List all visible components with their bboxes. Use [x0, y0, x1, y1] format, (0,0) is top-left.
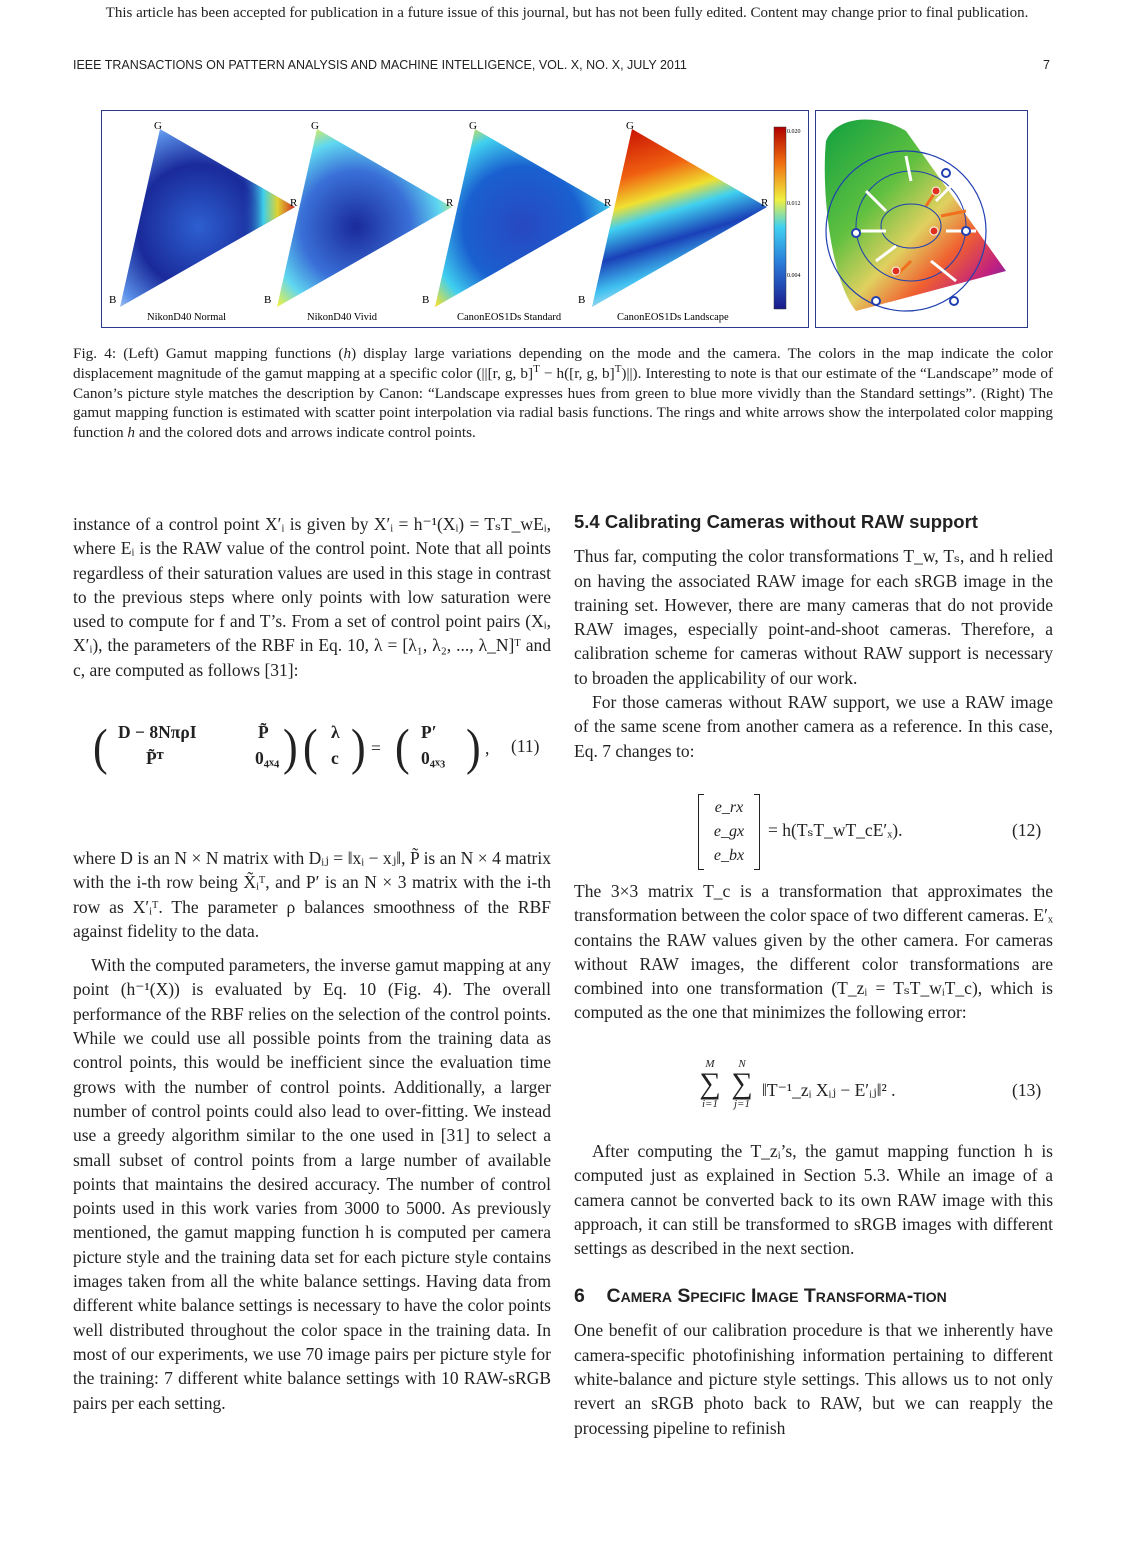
eq13-sum2-bot: j=1 [734, 1098, 750, 1110]
panel-label-1: NikonD40 Normal [147, 312, 227, 323]
left-para-2: where D is an N × N matrix with Dᵢⱼ = ‖xᵢ − xⱼ‖, P̃ is an N × 4 matrix with the i-th row being X̃ᵢᵀ, and P′ is an N × 3 matrix with the i-th row as X′ᵢᵀ. The parameter ρ balances smoothness of the RBF against fidelity to the data. [73, 848, 551, 941]
running-header: IEEE TRANSACTIONS ON PATTERN ANALYSIS AND MACHINE INTELLIGENCE, VOL. X, NO. X, JULY 2011 [73, 58, 687, 72]
equation-12 [574, 794, 1054, 872]
eq12-number: (12) [1012, 820, 1042, 840]
right-column-middle [574, 879, 1053, 1025]
eq11-m22: 0₄ₓ₄ [255, 748, 280, 768]
eq11-v2: c [331, 748, 339, 768]
right-para-3: The 3×3 matrix T_c is a transformation that approximates the transformation between the color space of two different cameras. E′ₓ contains the RAW values given by the other camera. For cameras without RAW images, the different color transformations are combined into one transformation (T_zᵢ = TₛT_wᵢT_c), which is computed as the one that minimizes the following error: [574, 881, 1053, 1023]
gamut-maps-svg [102, 111, 808, 327]
left-para-1: instance of a control point X′ᵢ is given by X′ᵢ = h⁻¹(Xᵢ) = TₛT_wEᵢ, where Eᵢ is the RAW value of the control point. Note that all points regardless of their saturation values are used in this stage in contrast to the previous steps where only points with low saturation were used to compute for f and T’s. From a set of control point pairs (Xᵢ, X′ᵢ), the parameters of the RBF in Eq. 10, λ = [λ₁, λ₂, ..., λ_N]ᵀ and c, are computed as follows [31]: [73, 514, 551, 680]
eq11-r1: P′ [421, 722, 437, 742]
figure-rbf-interpolation [815, 110, 1028, 328]
section-6-heading: 6 Camera Specific Image Transforma-tion [574, 1285, 947, 1308]
gamut-triangle-2 [277, 129, 452, 307]
left-para-3: With the computed parameters, the inverse gamut mapping at any point (h⁻¹(X)) is evaluated by Eq. 10 (Fig. 4). The overall performance of the RBF relies on the selection of the control points. While we could use all possible points from the training data as control points, this would be inefficient since the evaluation time grows with the number of control points. Additionally, a larger number of control points could also lead to over-fitting. We instead use a greedy algorithm similar to the one used in [31] to select a small subset of control points from a large number of available points that maintains the desired accuracy. The number of control points used in this work varies from 3000 to 5000. As previously mentioned, the gamut mapping function h is computed per camera picture style and the training data set for each picture style contains images taken from all the white balance settings. Having data from different white balance settings is necessary to have the color points well distributed throughout the color space in the training data. In most of our experiments, we use 70 image pairs per picture style for the training: 7 different white balance settings with 10 RAW-sRGB pairs per each setting. [73, 955, 551, 1413]
vertex-r-4: R [761, 197, 769, 209]
right-column [574, 510, 1053, 763]
vertex-b-2: B [264, 294, 272, 306]
eq11-m21: P̃ᵀ [146, 748, 164, 768]
panel-label-3: CanonEOS1Ds Standard [457, 312, 562, 323]
eq11-m11: D − 8NπρI [118, 722, 197, 742]
vertex-b-1: B [109, 294, 117, 306]
colorbar-tick-0020: 0.020 [787, 129, 801, 135]
vertex-g-1: G [154, 120, 162, 132]
eq13-body: ‖T⁻¹_zᵢ Xᵢⱼ − E′ᵢⱼ‖² . [762, 1080, 896, 1100]
right-para-4: After computing the T_zᵢ’s, the gamut mapping function h is computed just as explained in Section 5.3. While an image of a camera cannot be converted back to its own RAW image with this approach, it can still be transformed to sRGB images with different settings as described in the next section. [574, 1141, 1053, 1259]
eq12-e2: e_gx [713, 823, 745, 840]
eq12-rhs: = h(TₛT_wT_cE′ₓ). [768, 820, 903, 840]
eq11-r2: 0₄ₓ₃ [421, 748, 446, 768]
figure-caption: Fig. 4: (Left) Gamut mapping functions (h) display large variations depending on the mode and the camera. The colors in the map indicate the color displacement magnitude of the gamut mapping at a specific color (||[r, g, b]$^T$ − h([r, g, b]$^T$)||). Interesting to note is that our estimate of the “Landscape” mode of Canon’s picture style matches the description by Canon: “Landscape expresses hues from green to blue more vividly than the Standard settings”. (Right) The gamut mapping function is estimated with scatter point interpolation via radial basis functions. The rings and white arrows show the interpolated color mapping function h and the colored dots and arrows indicate control points. [73, 345, 1054, 442]
panel-label-4: CanonEOS1Ds Landscape [617, 312, 729, 323]
eq12-e1: e_rx [714, 799, 744, 816]
page-number: 7 [1043, 58, 1050, 72]
left-column [73, 512, 551, 682]
vertex-b-3: B [422, 294, 430, 306]
colorbar-tick-0004: 0.004 [787, 273, 801, 279]
vertex-r-1: R [290, 197, 298, 209]
figure-gamut-maps [101, 110, 809, 328]
vertex-g-4: G [626, 120, 634, 132]
chromaticity-horseshoe [825, 120, 1006, 311]
right-para-5: One benefit of our calibration procedure is that we inherently have camera-specific photofinishing information pertaining to different white-balance and picture style settings. This allows us to not only revert an sRGB photo back to RAW, but we can reapply the processing pipeline to refinish [574, 1320, 1053, 1438]
eq11-m12: P̃ [258, 722, 269, 742]
eq11-number: (11) [511, 736, 540, 756]
vertex-r-3: R [604, 197, 612, 209]
eq13-sum1-top: M [705, 1058, 715, 1070]
gamut-triangle-4 [592, 129, 767, 307]
vertex-g-2: G [311, 120, 319, 132]
panel-label-2: NikonD40 Vivid [307, 312, 378, 323]
right-column-lower [574, 1139, 1053, 1440]
gamut-triangle-3 [435, 129, 610, 307]
eq12-e3: e_bx [713, 847, 745, 864]
eq13-number: (13) [1012, 1080, 1042, 1100]
colorbar [774, 127, 786, 309]
rbf-diagram-svg [816, 111, 1027, 327]
right-para-1: Thus far, computing the color transformations T_w, Tₛ, and h relied on having the associated RAW image for each sRGB image in the training set. However, there are many cameras that do not provide RAW images, especially point-and-shoot cameras. Therefore, a calibration scheme for cameras without RAW support is necessary to broaden the applicability of our work. [574, 546, 1053, 688]
equation-11: ( D − 8NπρI P̃ P̃ᵀ 0₄ₓ₄ ) ( λ c ) = ( P′ 0₄ₓ₃ ) , (11) [93, 719, 540, 776]
section-5-4-heading: 5.4 Calibrating Cameras without RAW support [574, 511, 978, 532]
vertex-b-4: B [578, 294, 586, 306]
vertex-r-2: R [446, 197, 454, 209]
left-column-lower [73, 846, 551, 1415]
eq13-sum1-bot: i=1 [702, 1098, 718, 1110]
vertex-g-3: G [469, 120, 477, 132]
equation-13: M ∑ i=1 N ∑ j=1 ‖T⁻¹_zᵢ Xᵢⱼ − E′ᵢⱼ‖² . (13) [574, 1058, 1054, 1128]
eq13-sum2-top: N [738, 1058, 746, 1070]
right-para-2: For those cameras without RAW support, we use a RAW image of the same scene from another camera as a reference. In this case, Eq. 7 changes to: [574, 692, 1053, 761]
publication-notice: This article has been accepted for publication in a future issue of this journal, but has not been fully edited. Content may change prior to final publication. [105, 5, 1029, 21]
colorbar-tick-0012: 0.012 [787, 201, 801, 207]
eq11-v1: λ [331, 722, 340, 742]
